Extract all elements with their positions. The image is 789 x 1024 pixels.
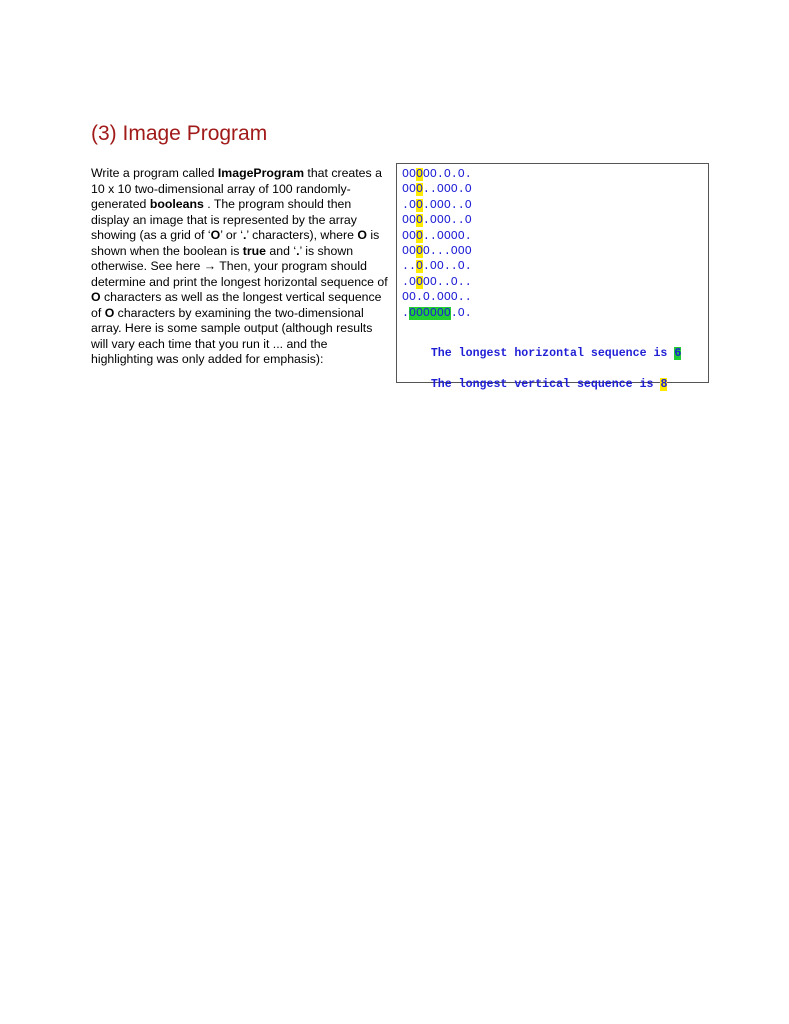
grid-cell: O: [422, 244, 430, 258]
grid-row: [402, 229, 708, 244]
grid-cell: O: [429, 260, 437, 274]
grid-cell: .: [450, 214, 458, 228]
grid-cell: O: [408, 291, 416, 305]
grid-cell: O: [436, 260, 444, 274]
grid-cell: O: [402, 229, 409, 243]
grid-cell: O: [436, 183, 444, 197]
grid-cell: O: [464, 244, 472, 258]
grid-cell: O: [415, 306, 423, 320]
grid-cell: O: [415, 244, 423, 258]
grid-cell: .: [429, 244, 437, 258]
grid-cell: O: [415, 183, 423, 197]
grid-cell: O: [415, 168, 423, 181]
grid-row: [402, 244, 708, 259]
description-run: .: [242, 228, 247, 242]
grid-cell: .: [450, 306, 458, 320]
grid-row: [402, 275, 708, 290]
grid-cell: .: [443, 275, 451, 289]
description-run: O: [357, 228, 367, 242]
grid-cell: O: [422, 168, 430, 181]
grid-cell: .: [457, 275, 465, 289]
grid-row: [402, 213, 708, 228]
grid-cell: O: [415, 275, 423, 289]
grid-row: [402, 198, 708, 213]
longest-vertical-result: [403, 365, 667, 404]
grid-cell: O: [450, 244, 458, 258]
description-run: O: [104, 305, 115, 320]
description-run: ’ or ‘: [220, 228, 243, 242]
grid-cell: .: [429, 183, 437, 197]
grid-row: [402, 306, 708, 321]
grid-cell: O: [422, 275, 430, 289]
grid-cell: O: [464, 198, 472, 212]
grid-cell: .: [457, 214, 465, 228]
grid-cell: O: [450, 183, 458, 197]
vertical-result-text: The longest vertical sequence is: [430, 378, 661, 391]
grid-cell: O: [422, 291, 430, 305]
grid-cell: O: [402, 168, 409, 181]
grid-row: [402, 182, 708, 197]
grid-cell: .: [457, 183, 465, 197]
section-heading: (3) Image Program: [91, 122, 268, 145]
grid-cell: .: [402, 260, 409, 274]
description-run: ImageProgram: [217, 166, 304, 180]
grid-cell: .: [450, 168, 458, 181]
grid-cell: O: [415, 260, 423, 274]
grid-cell: O: [443, 168, 451, 181]
description-run: is shown when the boolean is: [91, 228, 380, 258]
description-run: characters by examining the two-dimensional array. Here is some sample output (although results will vary each time that you run it ... and the highlighting was only added for emphasis):: [91, 305, 373, 366]
grid-cell: .: [436, 168, 444, 181]
grid-cell: O: [402, 291, 409, 305]
horizontal-result-value: 6: [674, 347, 682, 360]
grid-cell: O: [408, 275, 416, 289]
grid-cell: .: [464, 260, 472, 274]
grid-cell: O: [436, 306, 444, 320]
grid-cell: .: [408, 260, 416, 274]
description-run: . The program should then display an image that is represented by the array showing (as a grid of ‘: [91, 197, 357, 242]
grid-cell: O: [429, 214, 437, 228]
grid-cell: .: [415, 291, 423, 305]
grid-cell: O: [402, 214, 409, 228]
grid-cell: O: [443, 183, 451, 197]
grid-cell: O: [429, 275, 437, 289]
description-run: true: [242, 243, 267, 258]
description-run: and ‘: [266, 243, 297, 258]
grid-cell: O: [408, 306, 416, 320]
grid-cell: O: [457, 229, 465, 243]
grid-cell: O: [429, 306, 437, 320]
vertical-result-value: 8: [660, 378, 668, 391]
grid-cell: .: [429, 291, 437, 305]
grid-cell: .: [450, 198, 458, 212]
grid-cell: O: [457, 168, 465, 181]
grid-cell: O: [464, 183, 472, 197]
grid-cell: .: [422, 260, 430, 274]
grid-cell: O: [436, 214, 444, 228]
grid-cell: .: [402, 198, 409, 212]
grid-cell: .: [443, 244, 451, 258]
grid-cell: O: [408, 214, 416, 228]
grid-cell: .: [436, 275, 444, 289]
grid-cell: .: [402, 275, 409, 289]
grid-cell: O: [457, 260, 465, 274]
grid-cell: O: [402, 183, 409, 197]
grid-cell: O: [457, 244, 465, 258]
grid-cell: O: [443, 291, 451, 305]
grid-cell: .: [429, 229, 437, 243]
grid-cell: .: [457, 198, 465, 212]
description-run: O: [91, 290, 101, 304]
grid-cell: O: [415, 229, 423, 243]
grid-cell: .: [422, 183, 430, 197]
description-run: that creates a 10 x 10 two-dimensional array of 100 randomly-generated: [91, 166, 382, 211]
description-run: ’ characters), where: [246, 228, 358, 242]
description-run: ’ is shown otherwise. See here → Then, your program should determine and print the longest horizontal sequence of: [91, 243, 388, 289]
grid-cell: O: [436, 198, 444, 212]
boolean-image-grid: [402, 167, 708, 321]
grid-cell: .: [422, 198, 430, 212]
grid-cell: .: [402, 306, 409, 320]
grid-cell: O: [464, 214, 472, 228]
grid-cell: .: [464, 306, 472, 320]
grid-cell: .: [464, 229, 472, 243]
grid-cell: O: [450, 275, 458, 289]
grid-cell: O: [443, 229, 451, 243]
grid-cell: .: [457, 291, 465, 305]
grid-cell: .: [450, 260, 458, 274]
description-run: Write a program called: [91, 166, 218, 180]
grid-cell: O: [422, 306, 430, 320]
description-run: .: [296, 243, 300, 258]
grid-cell: O: [436, 229, 444, 243]
grid-cell: .: [464, 168, 472, 181]
grid-cell: .: [422, 214, 430, 228]
grid-cell: O: [443, 198, 451, 212]
sample-output-box: [396, 163, 709, 391]
grid-cell: O: [443, 214, 451, 228]
description-run: booleans: [149, 197, 204, 211]
grid-cell: O: [436, 291, 444, 305]
grid-cell: O: [443, 306, 451, 320]
grid-cell: O: [450, 291, 458, 305]
grid-cell: O: [429, 168, 437, 181]
grid-row: [402, 259, 708, 274]
grid-cell: O: [450, 229, 458, 243]
grid-cell: O: [415, 198, 423, 212]
grid-cell: .: [464, 275, 472, 289]
grid-cell: O: [408, 168, 416, 181]
grid-cell: O: [408, 198, 416, 212]
grid-row: [402, 167, 708, 182]
grid-cell: O: [402, 244, 409, 258]
grid-cell: .: [464, 291, 472, 305]
horizontal-result-text: The longest horizontal sequence is: [430, 347, 675, 360]
grid-cell: O: [408, 229, 416, 243]
description-run: O: [210, 228, 221, 242]
problem-description: [91, 166, 389, 368]
grid-cell: O: [457, 306, 465, 320]
grid-cell: .: [422, 229, 430, 243]
grid-cell: O: [408, 244, 416, 258]
description-run: characters as well as the longest vertical sequence of: [91, 290, 382, 320]
grid-cell: O: [408, 183, 416, 197]
grid-row: [402, 290, 708, 305]
grid-cell: O: [429, 198, 437, 212]
grid-cell: .: [436, 244, 444, 258]
grid-cell: O: [415, 214, 423, 228]
grid-cell: .: [443, 260, 451, 274]
